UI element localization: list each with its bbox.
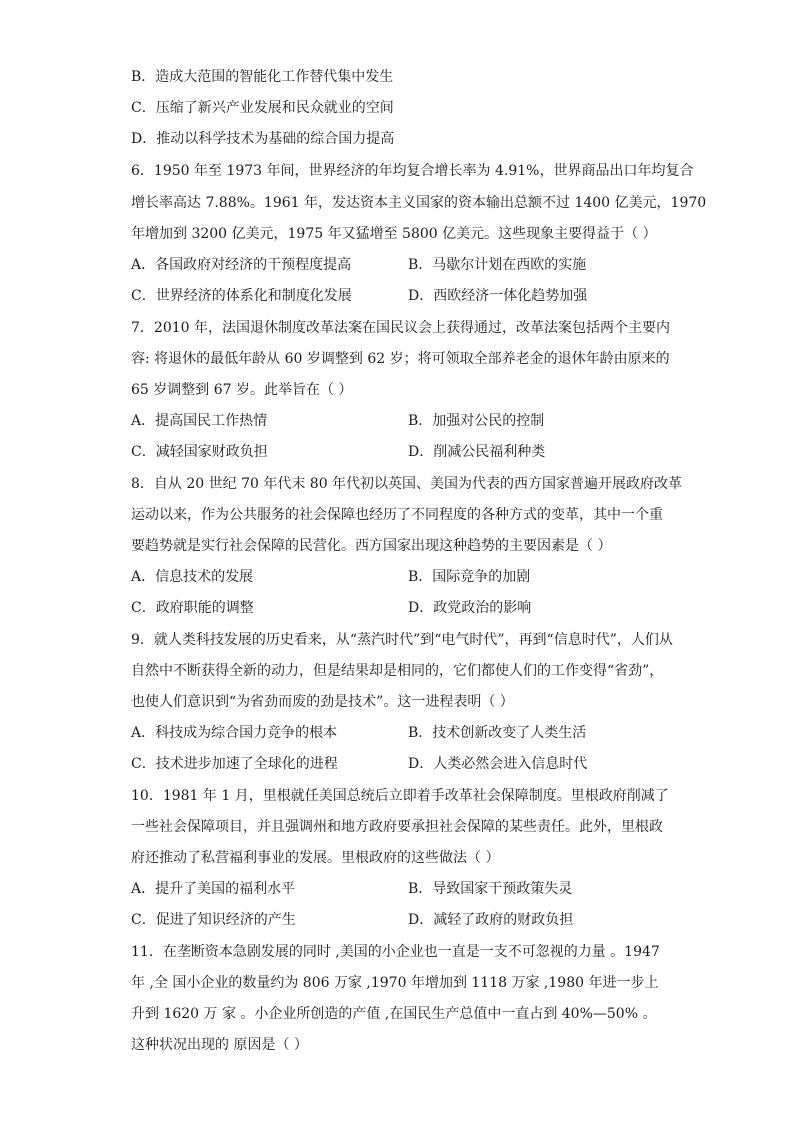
q6-stem-line-1: 6．1950 年至 1973 年间，世界经济的年均复合增长率为 4.91%，世界商品出口年均复合 — [131, 163, 694, 179]
q11-stem-line-3: 升到 1620 万 家 。小企业所创造的产值 ,在国民生产总值中一直占到 40%—50% 。 — [131, 1006, 657, 1022]
q8-stem-line-3: 要趋势就是实行社会保障的民营化。西方国家出现这种趋势的主要因素是（ ） — [131, 538, 612, 554]
q10-option-b: B．导致国家干预政策失灵 — [408, 881, 573, 897]
q6-option-a: A．各国政府对经济的干预程度提高 — [131, 257, 352, 273]
q10-stem-line-3: 府还推动了私营福利事业的发展。里根政府的这些做法（ ） — [131, 850, 500, 866]
q9-stem-line-2: 自然中不断获得全新的动力，但是结果却是相同的，它们都使人们的工作变得“省劲”， — [131, 663, 664, 679]
q11-stem-line-1: 11．在垄断资本急剧发展的同时 ,美国的小企业也一直是一支不可忽视的力量 。1947 — [131, 944, 660, 960]
q10-option-d: D．减轻了政府的财政负担 — [408, 912, 574, 928]
q9-option-a: A．科技成为综合国力竞争的根本 — [131, 725, 338, 741]
q7-option-c: C．减轻国家财政负担 — [131, 444, 268, 460]
q6-option-c: C．世界经济的体系化和制度化发展 — [131, 288, 352, 304]
q7-option-a: A．提高国民工作热情 — [131, 413, 268, 429]
q6-stem-line-3: 年增加到 3200 亿美元，1975 年又猛增至 5800 亿美元。这些现象主要得益于（ ） — [131, 226, 657, 242]
q8-option-b: B．国际竞争的加剧 — [408, 569, 531, 585]
q8-stem-line-2: 运动以来，作为公共服务的社会保障也经历了不同程度的各种方式的变革，其中一个重 — [131, 507, 663, 523]
q5-option-c: C．压缩了新兴产业发展和民众就业的空间 — [131, 100, 394, 116]
q9-option-b: B．技术创新改变了人类生活 — [408, 725, 587, 741]
q7-stem-line-2: 容: 将退休的最低年龄从 60 岁调整到 62 岁；将可领取全部养老金的退休年龄由原来的 — [131, 351, 670, 367]
q11-stem-line-4: 这种状况出现的 原因是（ ） — [131, 1037, 308, 1053]
q10-stem-line-1: 10．1981 年 1 月，里根就任美国总统后立即着手改革社会保障制度。里根政府削减了 — [131, 788, 669, 804]
q6-option-b: B．马歇尔计划在西欧的实施 — [408, 257, 587, 273]
q7-stem-line-3: 65 岁调整到 67 岁。此举旨在（ ） — [131, 382, 353, 398]
q9-stem-line-3: 也使人们意识到“为省劲而废的劲是技术”。这一进程表明（ ） — [131, 694, 514, 710]
q8-option-c: C．政府职能的调整 — [131, 600, 254, 616]
q5-option-d: D．推动以科学技术为基础的综合国力提高 — [131, 131, 395, 147]
q10-option-a: A．提升了美国的福利水平 — [131, 881, 296, 897]
q5-option-b: B．造成大范围的智能化工作替代集中发生 — [131, 69, 394, 85]
q8-option-a: A．信息技术的发展 — [131, 569, 254, 585]
q9-stem-line-1: 9．就人类科技发展的历史看来，从“蒸汽时代”到“电气时代”，再到“信息时代”，人们从 — [131, 632, 673, 648]
q10-stem-line-2: 一些社会保障项目，并且强调州和地方政府要承担社会保障的某些责任。此外，里根政 — [131, 819, 663, 835]
q10-option-c: C．促进了知识经济的产生 — [131, 912, 296, 928]
q7-option-d: D．削减公民福利种类 — [408, 444, 546, 460]
q9-option-d: D．人类必然会进入信息时代 — [408, 756, 588, 772]
q9-option-c: C．技术进步加速了全球化的进程 — [131, 756, 338, 772]
q6-option-d: D．西欧经济一体化趋势加强 — [408, 288, 588, 304]
q7-stem-line-1: 7．2010 年，法国退休制度改革法案在国民议会上获得通过，改革法案包括两个主要内 — [131, 320, 670, 336]
q7-option-b: B．加强对公民的控制 — [408, 413, 545, 429]
q11-stem-line-2: 年 ,全 国小企业的数量约为 806 万家 ,1970 年增加到 1118 万家 ,1980 年进一步上 — [131, 975, 659, 991]
q8-option-d: D．政党政治的影响 — [408, 600, 532, 616]
q8-stem-line-1: 8．自从 20 世纪 70 年代末 80 年代初以英国、美国为代表的西方国家普遍开展政府改革 — [131, 476, 683, 492]
q6-stem-line-2: 增长率高达 7.88%。1961 年，发达资本主义国家的资本输出总额不过 1400 亿美元，1970 — [131, 195, 707, 211]
